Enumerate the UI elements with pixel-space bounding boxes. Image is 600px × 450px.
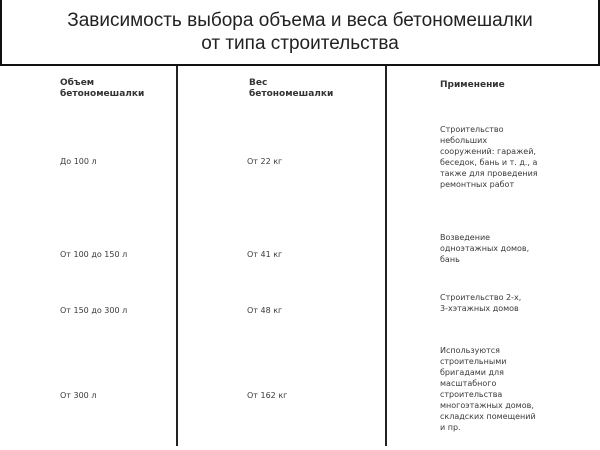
cell-volume: До 100 л — [60, 157, 97, 166]
title-line-1: Зависимость выбора объема и веса бетономешалки — [67, 10, 533, 31]
cell-usage: Возведение одноэтажных домов, бань — [440, 233, 530, 264]
cell-volume: От 100 до 150 л — [60, 250, 128, 259]
cell-volume: От 150 до 300 л — [60, 306, 128, 315]
header-weight: Вес бетономешалки — [249, 78, 334, 99]
cell-weight: От 48 кг — [247, 306, 283, 315]
header-volume: Объем бетономешалки — [60, 78, 145, 99]
cell-volume: От 300 л — [60, 391, 97, 400]
cell-usage: Строительство небольших сооружений: гаражей, беседок, бань и т. д., а также для проведения ремонтных работ — [440, 125, 538, 189]
cell-usage: Используются строительными бригадами для масштабного строительства многоэтажных домов, складских помещений и пр. — [440, 346, 536, 432]
cell-weight: От 41 кг — [247, 250, 283, 259]
header-usage: Применение — [440, 80, 505, 90]
title-box — [0, 0, 600, 66]
title-line-2: от типа строительства — [201, 33, 399, 54]
column-divider — [385, 66, 387, 446]
cell-usage: Строительство 2-х, 3-хэтажных домов — [440, 293, 522, 313]
cell-weight: От 162 кг — [247, 391, 288, 400]
column-divider — [176, 66, 178, 446]
cell-weight: От 22 кг — [247, 157, 283, 166]
